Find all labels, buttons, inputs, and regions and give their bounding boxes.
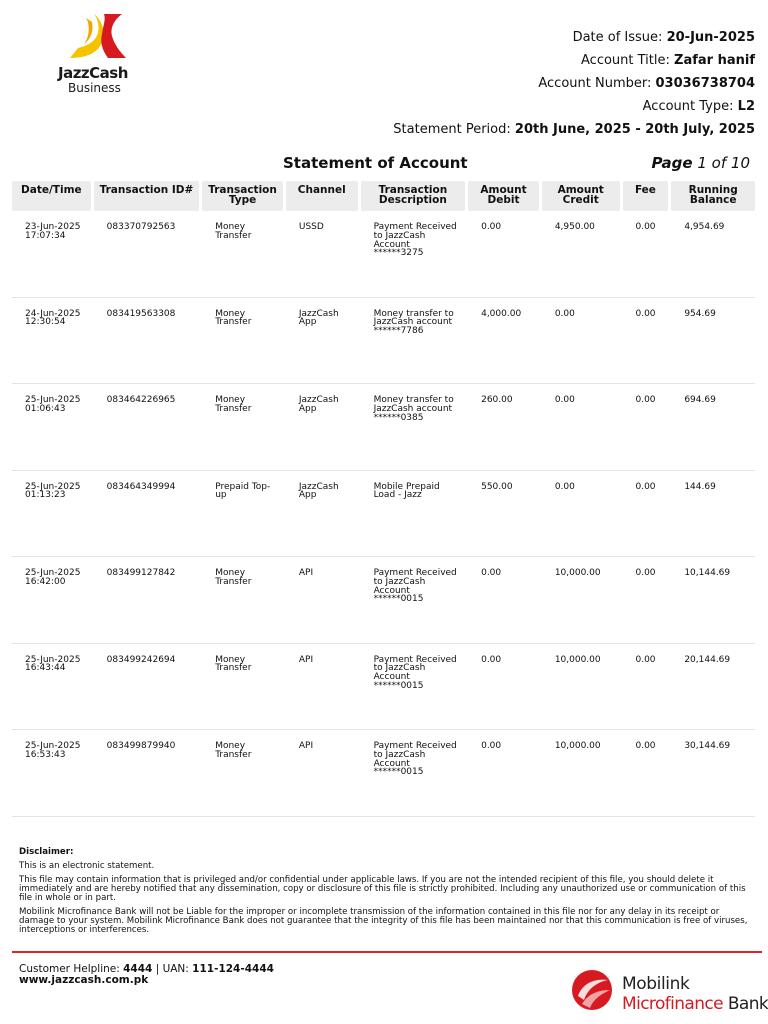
cell-fee: 0.00 (635, 481, 656, 492)
cell-debit: 0.00 (481, 741, 502, 751)
helpline-label: Customer Helpline: (19, 963, 120, 975)
cell-description: Money transfer to JazzCash account ******7786 (373, 308, 454, 337)
cell-datetime: 25-Jun-2025 16:53:43 (25, 741, 81, 760)
cell-debit: 0.00 (481, 222, 502, 232)
cell-balance: 144.69 (684, 481, 716, 492)
table-row (12, 384, 755, 471)
issue-date-row (393, 26, 755, 49)
mobilink-bank-logo (568, 964, 768, 1014)
cell-type: Money Transfer (215, 568, 252, 587)
cell-description: Payment Received to JazzCash Account ******0015 (373, 741, 457, 778)
table-row (12, 730, 755, 817)
statement-period-label: Statement Period: (393, 122, 511, 137)
cell-balance: 10,144.69 (684, 568, 731, 578)
cell-debit: 0.00 (481, 654, 502, 665)
account-number-value: 03036738704 (655, 76, 755, 91)
cell-type: Money Transfer (215, 395, 252, 414)
uan-label: | UAN: (155, 963, 189, 975)
account-title-label: Account Title: (581, 53, 670, 68)
table-row (12, 471, 755, 558)
helpline-value: 4444 (123, 963, 153, 975)
column-header: Fee (623, 181, 669, 211)
cell-channel: JazzCash App (298, 481, 339, 501)
page-indicator (652, 154, 750, 172)
cell-fee: 0.00 (635, 654, 656, 665)
cell-description: Mobile Prepaid Load - Jazz (373, 481, 440, 501)
cell-debit: 260.00 (481, 395, 513, 405)
cell-description: Payment Received to JazzCash Account ******3275 (373, 222, 457, 259)
cell-datetime: 25-Jun-2025 01:13:23 (25, 481, 81, 501)
cell-balance: 30,144.69 (684, 741, 731, 751)
cell-debit: 550.00 (481, 481, 513, 492)
cell-fee: 0.00 (635, 741, 656, 751)
issue-date-label: Date of Issue: (572, 30, 663, 45)
page-count: 1 of 10 (697, 154, 750, 172)
statement-title: Statement of Account (283, 154, 468, 172)
cell-type: Money Transfer (215, 654, 252, 674)
page-word: Page (651, 154, 693, 172)
cell-debit: 4,000.00 (481, 308, 522, 319)
cell-type: Money Transfer (215, 741, 252, 760)
cell-description: Payment Received to JazzCash Account ******0015 (373, 568, 457, 605)
mobilink-logo-icon (568, 966, 616, 1012)
column-header: Amount Credit (542, 181, 620, 211)
bank-name-line2: Microfinance Bank (622, 994, 768, 1014)
cell-transaction-id: 083499879940 (106, 741, 176, 751)
cell-fee: 0.00 (635, 308, 656, 319)
table-header (12, 181, 755, 211)
account-number-row (393, 72, 755, 95)
cell-transaction-id: 083419563308 (106, 308, 176, 319)
account-title-value: Zafar hanif (674, 53, 755, 68)
account-number-label: Account Number: (538, 76, 652, 91)
cell-balance: 954.69 (684, 308, 716, 319)
disclaimer-paragraph: This is an electronic statement. (19, 861, 155, 871)
column-header: Transaction ID# (94, 181, 200, 211)
cell-credit: 10,000.00 (554, 568, 601, 578)
cell-description: Payment Received to JazzCash Account ******0015 (373, 654, 457, 691)
jazzcash-logo (56, 14, 140, 96)
cell-channel: API (298, 568, 314, 578)
cell-fee: 0.00 (635, 395, 656, 405)
column-header: Amount Debit (468, 181, 539, 211)
cell-datetime: 25-Jun-2025 01:06:43 (25, 395, 81, 414)
website-link[interactable]: www.jazzcash.com.pk (19, 974, 149, 986)
disclaimer (19, 848, 757, 940)
cell-channel: JazzCash App (298, 308, 339, 328)
account-title-row (393, 49, 755, 72)
column-header: Transaction Description (361, 181, 466, 211)
cell-channel: JazzCash App (298, 395, 339, 414)
account-type-value: L2 (737, 99, 755, 114)
cell-debit: 0.00 (481, 568, 502, 578)
cell-transaction-id: 083499242694 (106, 654, 176, 665)
cell-type: Money Transfer (215, 308, 252, 328)
statement-period-value: 20th June, 2025 - 20th July, 2025 (514, 122, 755, 137)
account-meta (393, 26, 755, 141)
statement-period-row (393, 118, 755, 141)
cell-datetime: 25-Jun-2025 16:42:00 (25, 568, 81, 587)
brand-subtitle: Business (68, 81, 121, 95)
cell-fee: 0.00 (635, 568, 656, 578)
uan-value: 111-124-4444 (192, 963, 274, 975)
cell-balance: 694.69 (684, 395, 716, 405)
cell-balance: 4,954.69 (684, 222, 725, 232)
cell-credit: 0.00 (554, 481, 575, 492)
cell-datetime: 23-Jun-2025 17:07:34 (25, 222, 81, 241)
transactions-table (12, 181, 755, 817)
cell-transaction-id: 083499127842 (106, 568, 176, 578)
cell-transaction-id: 083464349994 (106, 481, 176, 492)
cell-description: Money transfer to JazzCash account ******0385 (373, 395, 454, 423)
cell-credit: 0.00 (554, 395, 575, 405)
column-header: Running Balance (671, 181, 755, 211)
cell-transaction-id: 083464226965 (106, 395, 176, 405)
table-row (12, 298, 755, 385)
brand-name: JazzCash (58, 64, 128, 82)
disclaimer-paragraph: Mobilink Microfinance Bank will not be Liable for the improper or incomplete transmission of the information contained in this file nor for any delay in its receipt or damage to your system. Mobilink Microfinance Bank does not guarantee that the integrity of this file has been maintained nor that this communication is free of viruses, interceptions or interferences. (19, 907, 748, 935)
cell-datetime: 24-Jun-2025 12:30:54 (25, 308, 81, 328)
cell-type: Prepaid Top-up (215, 481, 271, 501)
column-header: Channel (286, 181, 358, 211)
cell-balance: 20,144.69 (684, 654, 731, 665)
bank-name-line1: Mobilink (622, 974, 690, 994)
cell-channel: USSD (298, 222, 324, 232)
disclaimer-paragraph: This file may contain information that is privileged and/or confidential under applicable laws. If you are not the intended recipient of this file, you should delete it immediately and are hereby notified that any dissemination, copy or disclosure of this file is strictly prohibited. Including any unauthorized use or communication of this file in whole or in part. (19, 875, 746, 903)
disclaimer-heading: Disclaimer: (19, 847, 74, 857)
table-row (12, 644, 755, 731)
jazzcash-logo-icon (64, 14, 128, 62)
cell-credit: 10,000.00 (554, 654, 601, 665)
table-row (12, 557, 755, 644)
account-type-row (393, 95, 755, 118)
account-type-label: Account Type: (642, 99, 734, 114)
cell-fee: 0.00 (635, 222, 656, 232)
footer-divider (12, 951, 762, 953)
cell-type: Money Transfer (215, 222, 252, 241)
cell-channel: API (298, 654, 314, 665)
cell-credit: 0.00 (554, 308, 575, 319)
cell-transaction-id: 083370792563 (106, 222, 176, 232)
column-header: Date/Time (12, 181, 91, 211)
cell-credit: 4,950.00 (554, 222, 595, 232)
issue-date-value: 20-Jun-2025 (666, 30, 755, 45)
column-header: Transaction Type (202, 181, 283, 211)
footer-contact (19, 964, 274, 986)
table-row (12, 211, 755, 298)
cell-datetime: 25-Jun-2025 16:43:44 (25, 654, 81, 674)
cell-channel: API (298, 741, 314, 751)
cell-credit: 10,000.00 (554, 741, 601, 751)
